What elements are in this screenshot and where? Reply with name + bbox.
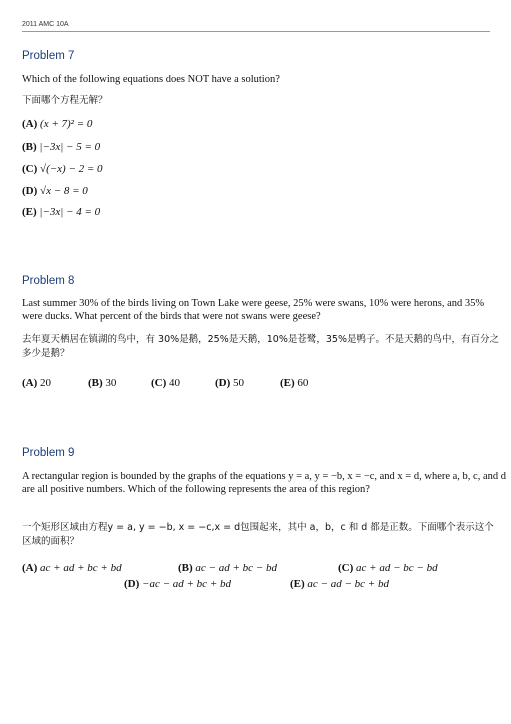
choice-label: (E) [22,206,37,218]
choice-label: (B) [22,141,37,153]
choice-expression: ac + ad − bc − bd [356,562,438,574]
problem-7-title: Problem 7 [22,50,75,62]
choice-value: 40 [169,377,181,389]
choice-label: (E) [280,377,295,389]
choice-expression: |−3x| − 4 = 0 [39,206,101,218]
choice-label: (B) [88,377,103,389]
problem-9-title: Problem 9 [22,447,75,459]
problem-8-choice-c [151,377,180,389]
problem-8-choice-d [215,377,244,389]
choice-expression: ac − ad − bc + bd [307,578,389,590]
choice-expression: (x + 7)² = 0 [40,118,93,130]
document-header: 2011 AMC 10A [22,21,490,32]
choice-expression: −ac − ad + bc + bd [142,578,231,590]
problem-8-question-en: Last summer 30% of the birds living on Town Lake were geese, 25% were swans, 10% were herons, and 35% were ducks. What percent of the birds that were not swans were geese? [22,298,485,322]
problem-7-choice-a [22,118,92,130]
problem-9-choice-a [22,562,122,574]
choice-label: (E) [290,578,305,590]
problem-7-choice-b [22,141,100,153]
problem-8-choice-e [280,377,308,389]
choice-expression: |−3x| − 5 = 0 [39,141,101,153]
problem-9-choice-b [178,562,277,574]
problem-9-question-zh: 一个矩形区域由方程y = a, y = −b, x = −c,x = d包围起来，其中 a，b，c 和 d 都是正数。下面哪个表示这个区域的面积？ [22,522,494,547]
choice-label: (D) [22,185,38,197]
choice-value: 30 [105,377,117,389]
problem-7-choice-d [22,185,88,197]
choice-value: 50 [233,377,245,389]
problem-9-choice-e [290,578,389,590]
choice-label: (A) [22,377,38,389]
choice-label: (A) [22,562,38,574]
problem-9-question-en: A rectangular region is bounded by the graphs of the equations y = a, y = −b, x = −c, and x = d, where a, b, c, and d are all positive numbers. Which of the following represents the area of this region? [22,471,506,495]
choice-label: (B) [178,562,193,574]
problem-8-question-zh: 去年夏天栖居在镇湖的鸟中，有 30%是鹅，25%是天鹅，10%是苍鹭，35%是鸭子。不是天鹅的鸟中，有百分之多少是鹅？ [22,334,499,359]
problem-7-choice-c [22,163,103,175]
problem-9-choice-d [124,578,231,590]
choice-value: 20 [40,377,52,389]
choice-expression: ac − ad + bc − bd [195,562,277,574]
problem-8-title: Problem 8 [22,275,75,287]
choice-expression: √(−x) − 2 = 0 [40,163,103,175]
problem-8-choice-b [88,377,116,389]
choice-expression: ac + ad + bc + bd [40,562,122,574]
problem-7-choice-e [22,206,100,218]
problem-8-choice-a [22,377,51,389]
choice-value: 60 [297,377,309,389]
choice-label: (C) [338,562,354,574]
problem-7-question-en: Which of the following equations does NOT have a solution? [22,74,280,85]
choice-label: (A) [22,118,38,130]
choice-label: (D) [124,578,140,590]
problem-9-choice-c [338,562,438,574]
choice-label: (C) [22,163,38,175]
choice-expression: √x − 8 = 0 [40,185,88,197]
choice-label: (C) [151,377,167,389]
choice-label: (D) [215,377,231,389]
problem-7-question-zh: 下面哪个方程无解？ [22,95,108,106]
